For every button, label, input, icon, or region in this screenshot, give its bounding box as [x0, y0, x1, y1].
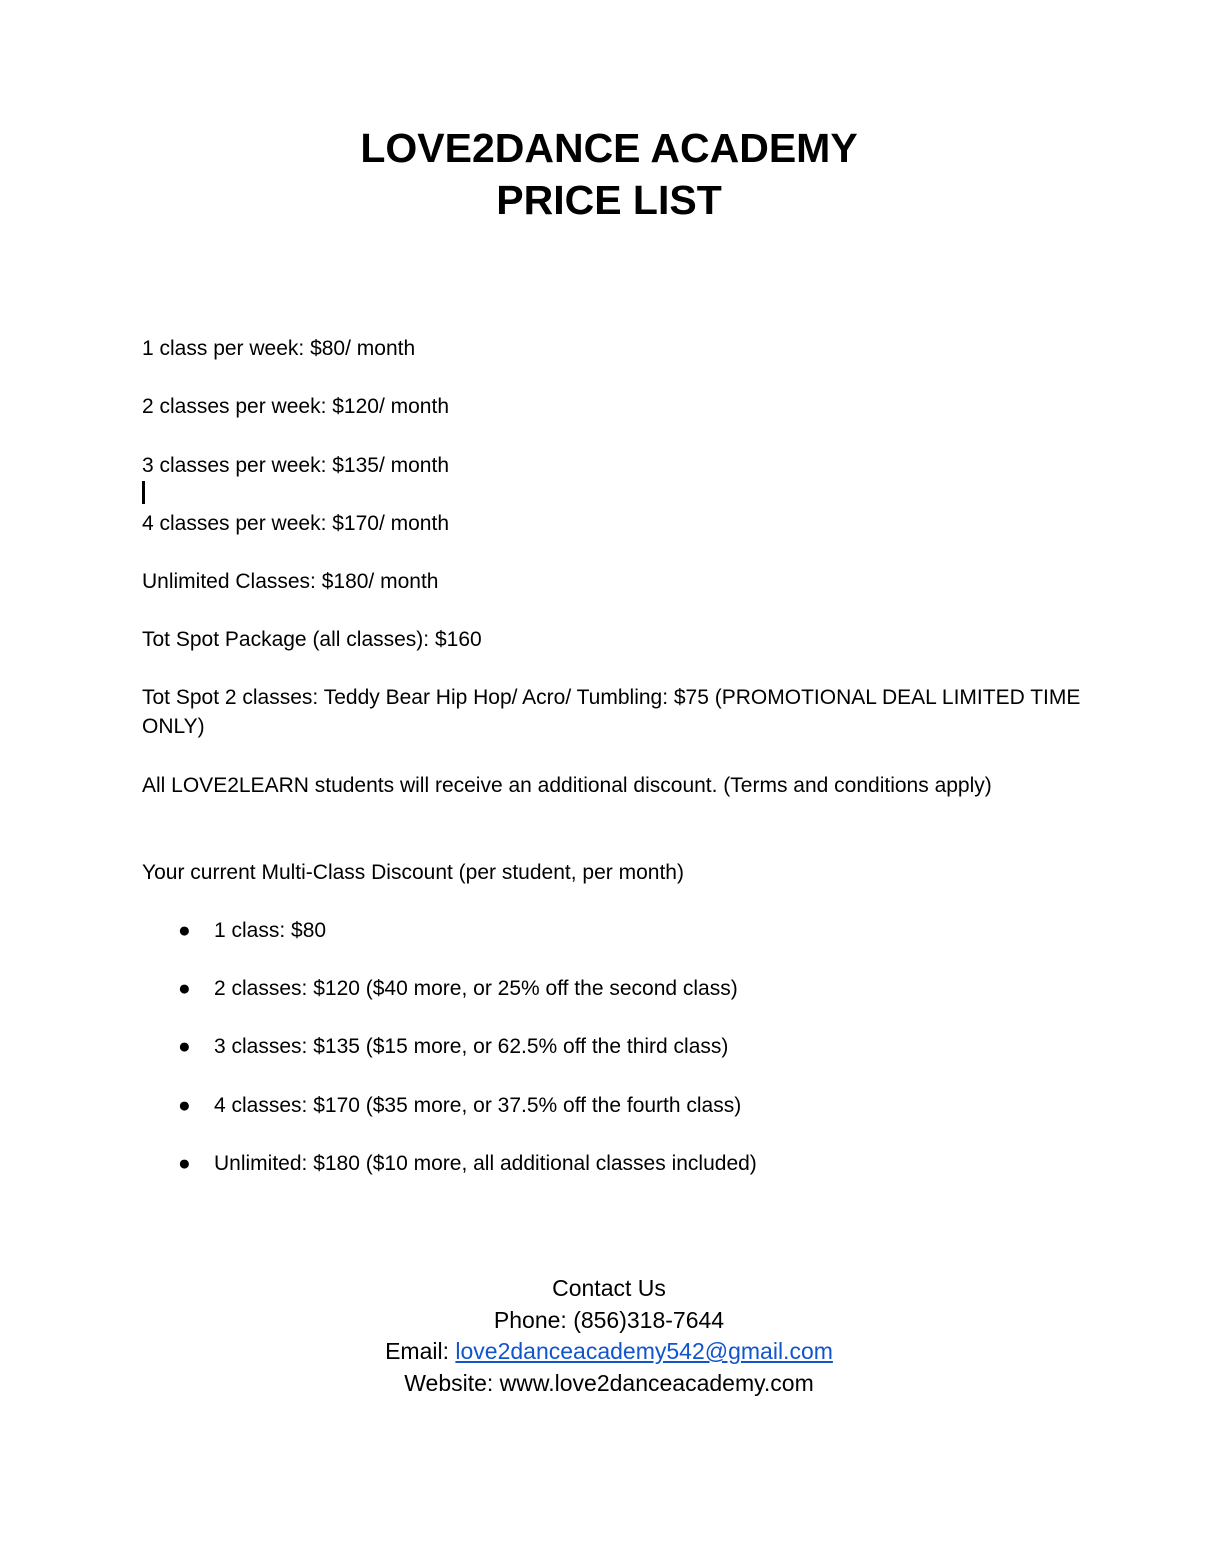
- contact-email-row: [0, 1336, 1218, 1368]
- price-line: Unlimited Classes: $180/ month: [142, 570, 439, 593]
- price-line: 2 classes per week: $120/ month: [142, 395, 450, 418]
- list-item-text: 2 classes: $120 ($40 more, or 25% off the second class): [214, 977, 738, 1000]
- contact-heading: Contact Us: [552, 1275, 666, 1301]
- bullet-icon: ●: [178, 1035, 191, 1058]
- price-line: 3 classes per week: $135/ month: [142, 454, 450, 477]
- document-subtitle: PRICE LIST: [496, 177, 722, 223]
- price-line: Tot Spot Package (all classes): $160: [142, 628, 482, 651]
- discount-heading: Your current Multi-Class Discount (per student, per month): [142, 861, 684, 884]
- bullet-icon: ●: [178, 1094, 191, 1117]
- list-item-text: 1 class: $80: [214, 919, 327, 942]
- list-item-text: 4 classes: $170 ($35 more, or 37.5% off the fourth class): [214, 1094, 742, 1117]
- document-title: LOVE2DANCE ACADEMY: [360, 125, 858, 171]
- list-item-text: 3 classes: $135 ($15 more, or 62.5% off the third class): [214, 1035, 729, 1058]
- price-line: 4 classes per week: $170/ month: [142, 512, 450, 535]
- price-line: 1 class per week: $80/ month: [142, 337, 416, 360]
- bullet-icon: ●: [178, 977, 191, 1000]
- promo-line: Tot Spot 2 classes: Teddy Bear Hip Hop/ Acro/ Tumbling: $75 (PROMOTIONAL DEAL LIMITED TIME ONLY): [142, 686, 1081, 738]
- discount-note: All LOVE2LEARN students will receive an additional discount. (Terms and conditions apply): [142, 774, 992, 797]
- list-item-text: Unlimited: $180 ($10 more, all additional classes included): [214, 1152, 757, 1175]
- text-cursor: [142, 481, 145, 504]
- bullet-icon: ●: [178, 1152, 191, 1175]
- email-label: Email:: [385, 1338, 456, 1364]
- bullet-icon: ●: [178, 919, 191, 942]
- contact-website: Website: www.love2danceacademy.com: [404, 1370, 814, 1396]
- email-link[interactable]: love2danceacademy542@gmail.com: [455, 1338, 833, 1364]
- contact-phone: Phone: (856)318-7644: [493, 1307, 725, 1333]
